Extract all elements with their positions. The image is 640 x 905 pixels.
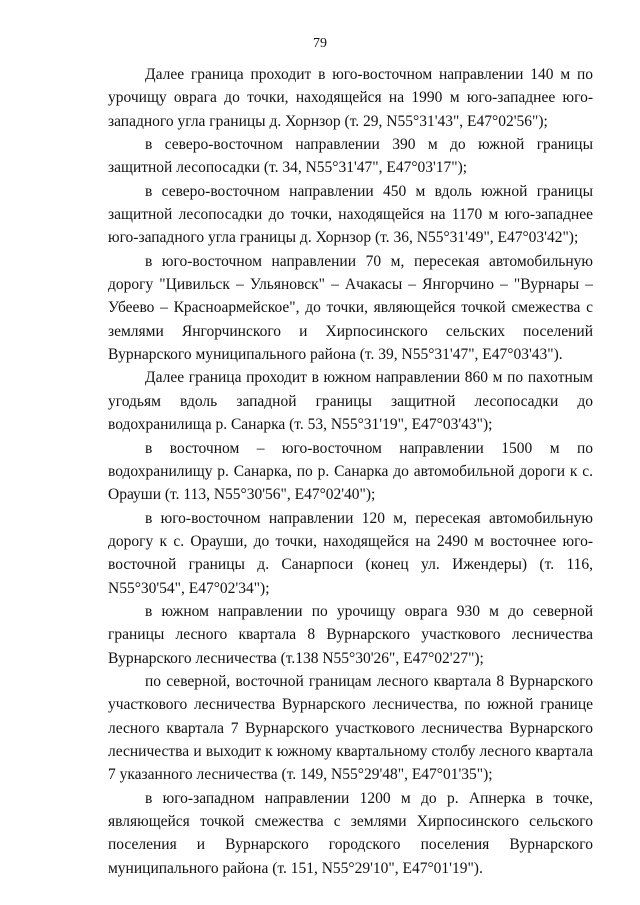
paragraph: в южном направлении по урочищу оврага 930 м до северной границы лесного квартала 8 Вурнарского участкового лесничества Вурнарского лесничества (т.138 N55°30'26", E47°02'27"); — [108, 602, 593, 667]
paragraph: в северо-восточном направлении 390 м до южной границы защитной лесопосадки (т. 34, N55°31'47", E47°03'17"); — [108, 136, 593, 177]
page-number: 79 — [313, 36, 327, 51]
paragraph: Далее граница проходит в южном направлении 860 м по пахотным угодьям вдоль западной границы защитной лесопосадки до водохранилища р. Санарка (т. 53, N55°31'19", E47°03'43"); — [108, 369, 593, 434]
paragraph: по северной, восточной границам лесного квартала 8 Вурнарского участкового лесничества Вурнарского лесничества, по южной границе лесного квартала 7 Вурнарского участкового лесничества Вурнарского лесничества и выходит к южному квартальному столбу лесного квартала 7 указанного лесничества (т. 149, N55°29'48", E47°01'35"); — [108, 672, 593, 784]
paragraph: в восточном – юго-восточном направлении 1500 м по водохранилищу р. Санарка, по р. Санарка до автомобильной дороги к с. Орауши (т. 113, N55°30'56", E47°02'40"); — [108, 439, 593, 504]
document-body — [108, 63, 593, 880]
paragraph: в юго-восточном направлении 70 м, пересекая автомобильную дорогу "Цивильск – Ульяновск" – Ачакасы – Янгорчино – "Вурнары – Убеево – Красноармейское", до точки, являющейся точкой смежества с землями Янгорчинского и Хирпосинского сельских поселений Вурнарского муниципального района (т. 39, N55°31'47", E47°03'43"). — [108, 252, 593, 364]
paragraph: в северо-восточном направлении 450 м вдоль южной границы защитной лесопосадки до точки, находящейся на 1170 м юго-западнее юго-западного угла границы д. Хорнзор (т. 36, N55°31'49", E47°03'42"); — [108, 182, 593, 247]
paragraph: в юго-западном направлении 1200 м до р. Апнерка в точке, являющейся точкой смежества с землями Хирпосинского сельского поселения и Вурнарского городского поселения Вурнарского муниципального района (т. 151, N55°29'10", E47°01'19"). — [108, 789, 593, 877]
paragraph: в юго-восточном направлении 120 м, пересекая автомобильную дорогу к с. Орауши, до точки, находящейся на 2490 м восточнее юго-восточной границы д. Санарпоси (конец ул. Ижендеры) (т. 116, N55°30'54", E47°02'34"); — [108, 509, 593, 597]
paragraph: Далее граница проходит в юго-восточном направлении 140 м по урочищу оврага до точки, находящейся на 1990 м юго-западнее юго-западного угла границы д. Хорнзор (т. 29, N55°31'43", E47°02'56"); — [108, 66, 593, 130]
